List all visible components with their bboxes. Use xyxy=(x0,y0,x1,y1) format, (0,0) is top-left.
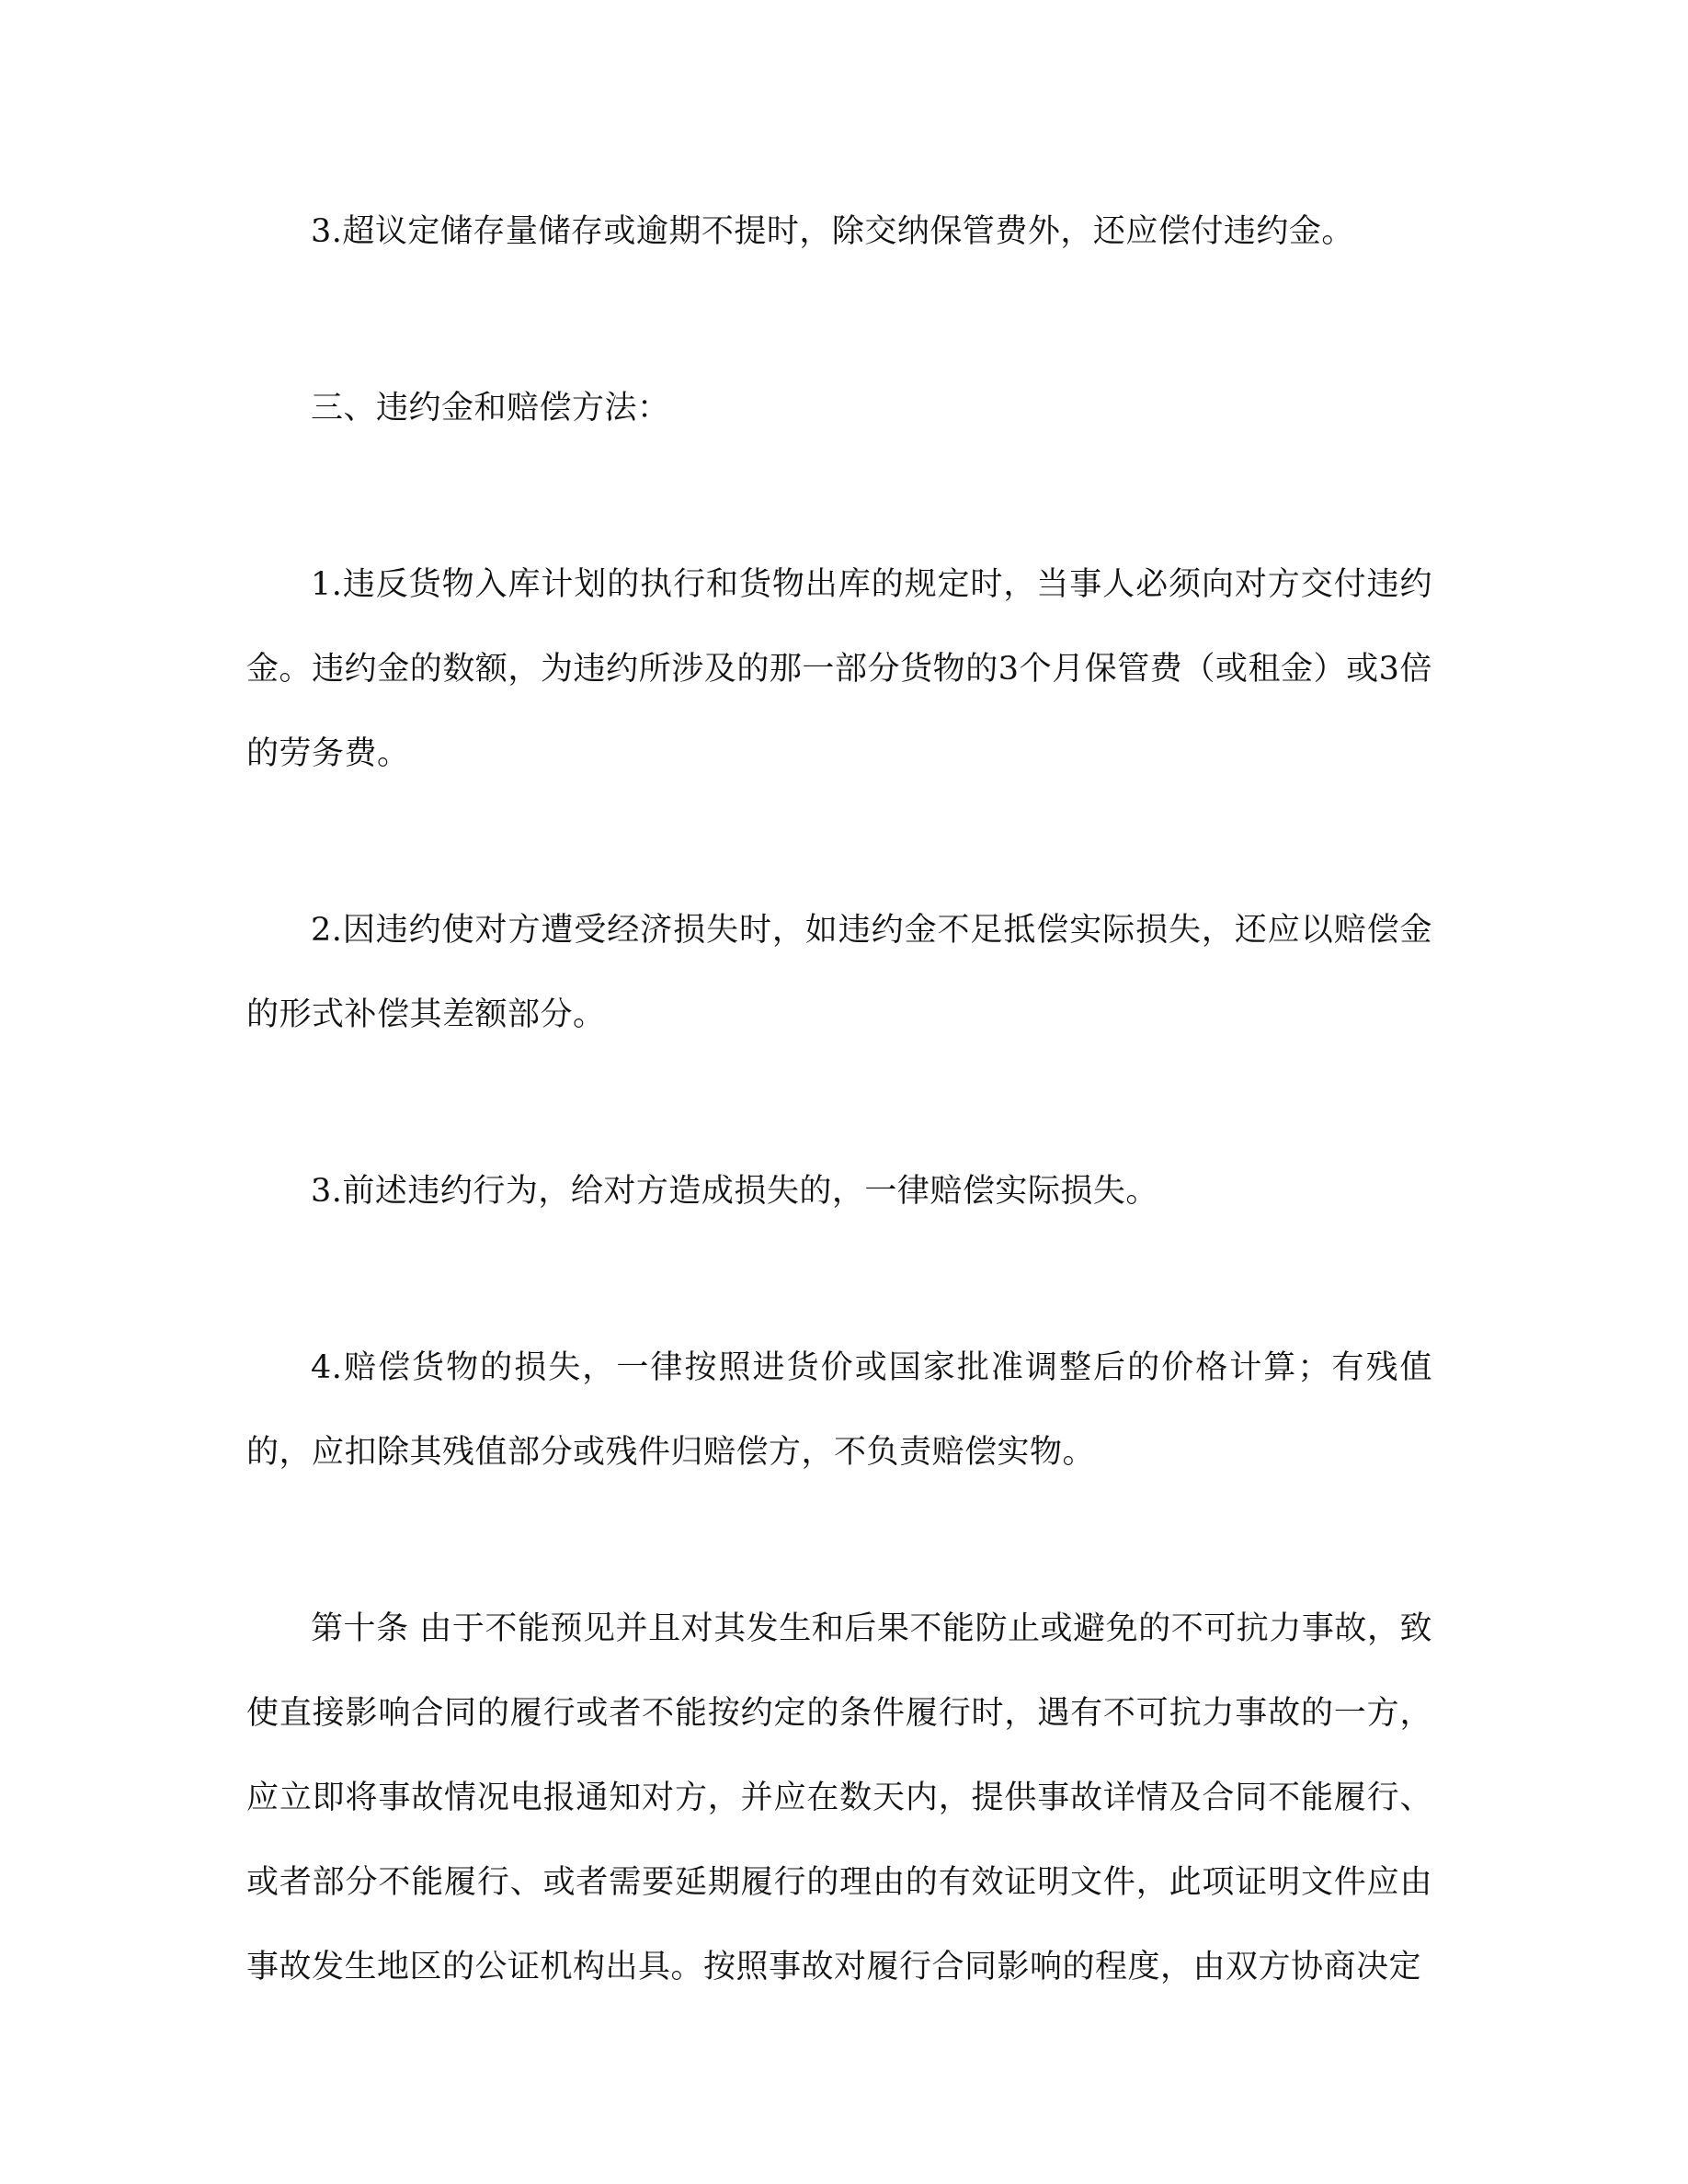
paragraph-gap xyxy=(246,274,1432,366)
paragraph-excess-storage-penalty: 3.超议定储存量储存或逾期不提时，除交纳保管费外，还应偿付违约金。 xyxy=(311,213,1354,250)
section-heading-penalty-methods: 三、违约金和赔偿方法： xyxy=(311,390,670,427)
paragraph-actual-loss: 3.前述违约行为，给对方造成损失的，一律赔偿实际损失。 xyxy=(311,1173,1158,1210)
paragraph-gap xyxy=(246,1234,1432,1325)
paragraph-gap xyxy=(246,1495,1432,1587)
paragraph-gap xyxy=(246,450,1432,542)
paragraph-compensation-difference: 2.因违约使对方遭受经济损失时，如违约金不足抵偿实际损失，还应以赔偿金的形式补偿其差额部分。 xyxy=(246,912,1432,1033)
paragraph-goods-loss-valuation: 4.赔偿货物的损失，一律按照进货价或国家批准调整后的价格计算；有残值的，应扣除其残值部分或残件归赔偿方，不负责赔偿实物。 xyxy=(246,1349,1432,1471)
document-body xyxy=(246,189,1432,2009)
paragraph-gap xyxy=(246,1057,1432,1149)
paragraph-penalty-amount: 1.违反货物入库计划的执行和货物出库的规定时，当事人必须向对方交付违约金。违约金的数额，为违约所涉及的那一部分货物的3个月保管费（或租金）或3倍的劳务费。 xyxy=(246,566,1432,772)
paragraph-gap xyxy=(246,796,1432,888)
paragraph-article-ten-force-majeure: 第十条 由于不能预见并且对其发生和后果不能防止或避免的不可抗力事故，致使直接影响合同的履行或者不能按约定的条件履行时，遇有不可抗力事故的一方，应立即将事故情况电报通知对方，并应在数天内，提供事故详情及合同不能履行、或者部分不能履行、或者需要延期履行的理由的有效证明文件，此项证明文件应由事故发生地区的公证机构出具。按照事故对履行合同影响的程度，由双方协商决定 xyxy=(246,1610,1432,1985)
